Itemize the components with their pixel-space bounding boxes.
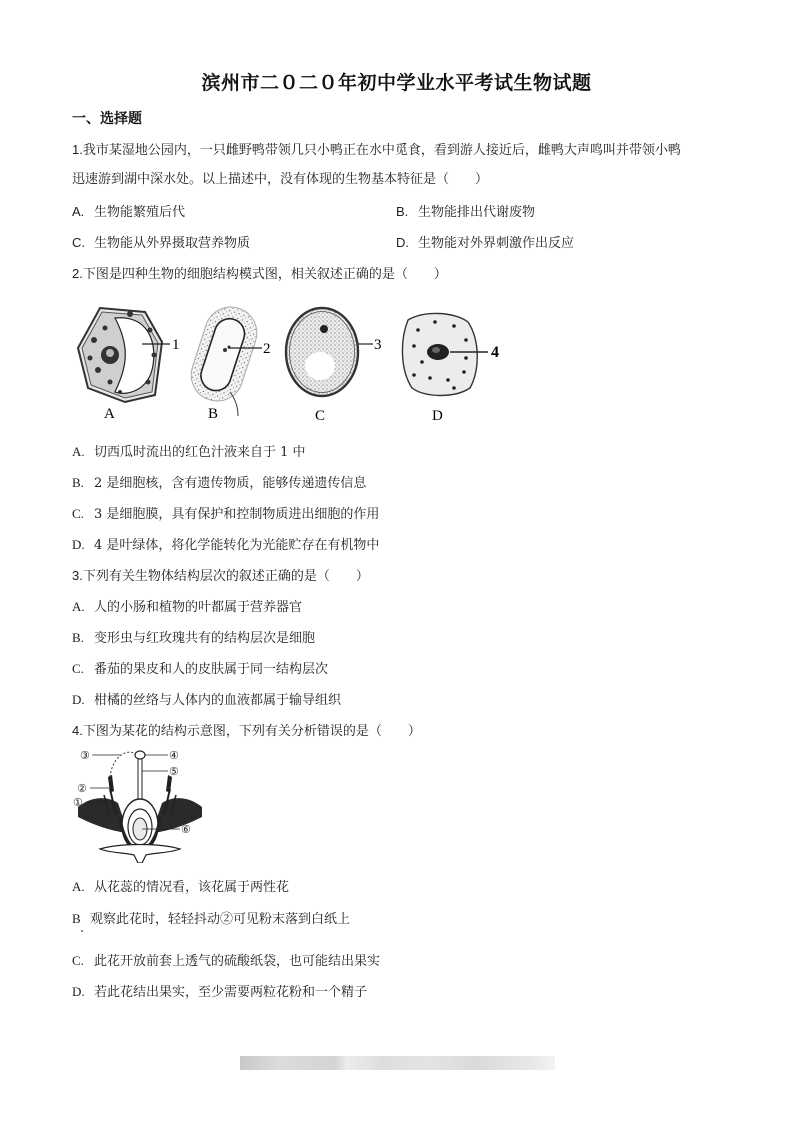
option-letter: A. — [72, 444, 85, 459]
option-letter: D. — [72, 537, 85, 552]
option-letter: B — [72, 911, 81, 926]
question-1-option-a — [72, 204, 185, 221]
stray-mark — [81, 930, 83, 932]
flower-icon — [78, 751, 202, 863]
question-4-option-b — [72, 911, 350, 928]
question-2-option-a — [72, 444, 306, 461]
cell-label-a: A — [104, 406, 115, 422]
option-text: 2 是细胞核，含有遗传物质，能够传递遗传信息 — [94, 476, 367, 491]
cell-label-b: B — [208, 406, 219, 422]
blurred-footer — [240, 1056, 555, 1070]
question-1-line-2: 迅速游到湖中深水处。以上描述中，没有体现的生物基本特征是（ ） — [72, 172, 489, 187]
section-heading: 一、选择题 — [72, 111, 142, 127]
question-number: 4. — [72, 723, 83, 738]
question-3-option-b — [72, 630, 315, 647]
question-text: 下图是四种生物的细胞结构模式图，相关叙述正确的是（ ） — [82, 267, 447, 282]
question-1-option-c — [72, 235, 250, 252]
flower-label-3: ③ — [80, 749, 90, 762]
question-number: 3. — [72, 568, 83, 583]
yeast-cell-icon — [286, 308, 373, 396]
document-title: 滨州市二０二０年初中学业水平考试生物试题 — [201, 72, 592, 94]
flower-label-4: ④ — [169, 749, 179, 762]
pointer-label-4: 4 — [491, 344, 499, 361]
question-text: 下列有关生物体结构层次的叙述正确的是（ ） — [82, 569, 369, 584]
option-text: 3 是细胞膜，具有保护和控制物质进出细胞的作用 — [94, 507, 380, 522]
option-letter: D. — [396, 235, 409, 250]
option-text: 生物能对外界刺激作出反应 — [418, 236, 575, 251]
cell-structure-figure — [70, 300, 520, 430]
option-text: 生物能从外界摄取营养物质 — [94, 236, 251, 251]
flower-label-5: ⑤ — [169, 765, 179, 778]
option-letter: C. — [72, 953, 84, 968]
option-text: 切西瓜时流出的红色汁液来自于 1 中 — [94, 445, 306, 460]
option-text: 观察此花时，轻轻抖动②可见粉末落到白纸上 — [90, 912, 351, 927]
option-letter: C. — [72, 506, 84, 521]
option-letter: C. — [72, 235, 85, 250]
question-3-option-a — [72, 599, 302, 616]
question-1-option-d — [396, 235, 574, 252]
question-2-option-d — [72, 537, 379, 554]
flower-label-6: ⑥ — [181, 823, 191, 836]
pointer-label-3: 3 — [374, 337, 382, 353]
option-letter: D. — [72, 984, 85, 999]
option-text: 若此花结出果实，至少需要两粒花粉和一个精子 — [94, 985, 368, 1000]
cell-label-c: C — [315, 408, 326, 424]
question-2-stem — [72, 266, 447, 283]
question-4-option-a — [72, 879, 289, 896]
cell-label-d: D — [432, 408, 443, 424]
option-text: 番茄的果皮和人的皮肤属于同一结构层次 — [94, 662, 329, 677]
question-number: 2. — [72, 266, 83, 281]
animal-cell-icon — [402, 313, 488, 395]
option-text: 4 是叶绿体，将化学能转化为光能贮存在有机物中 — [94, 538, 380, 553]
flower-structure-figure — [70, 745, 210, 863]
question-number: 1. — [72, 142, 83, 157]
question-4-stem — [72, 723, 421, 740]
question-3-option-d — [72, 692, 341, 709]
question-4-option-c — [72, 953, 380, 970]
question-1-option-b — [396, 204, 535, 221]
option-letter: A. — [72, 599, 85, 614]
option-text: 从花蕊的情况看，该花属于两性花 — [94, 880, 290, 895]
pointer-label-1: 1 — [172, 337, 180, 353]
option-letter: D. — [72, 692, 85, 707]
question-4-option-d — [72, 984, 367, 1001]
option-text: 人的小肠和植物的叶都属于营养器官 — [94, 600, 303, 615]
question-1-line-1 — [72, 142, 681, 159]
question-text: 下图为某花的结构示意图，下列有关分析错误的是（ ） — [82, 724, 421, 739]
option-text: 柑橘的丝络与人体内的血液都属于输导组织 — [94, 693, 342, 708]
option-text: 生物能排出代谢废物 — [418, 205, 536, 220]
plant-cell-icon — [78, 308, 170, 402]
bacterium-cell-icon — [184, 300, 263, 416]
option-letter: B. — [72, 630, 84, 645]
flower-label-1: ① — [73, 796, 83, 809]
option-text: 生物能繁殖后代 — [94, 205, 186, 220]
option-letter: A. — [72, 879, 85, 894]
question-2-option-c — [72, 506, 379, 523]
flower-label-2: ② — [77, 782, 87, 795]
option-letter: A. — [72, 204, 85, 219]
question-text: 我市某湿地公园内，一只雌野鸭带领几只小鸭正在水中觅食，看到游人接近后，雌鸭大声鸣叫并带领小鸭 — [82, 143, 681, 158]
option-letter: B. — [72, 475, 84, 490]
question-2-option-b — [72, 475, 366, 492]
option-letter: C. — [72, 661, 84, 676]
question-3-stem — [72, 568, 369, 585]
option-text: 此花开放前套上透气的硫酸纸袋，也可能结出果实 — [94, 954, 381, 969]
pointer-label-2: 2 — [263, 341, 271, 357]
question-3-option-c — [72, 661, 328, 678]
option-letter: B. — [396, 204, 409, 219]
option-text: 变形虫与红玫瑰共有的结构层次是细胞 — [94, 631, 316, 646]
